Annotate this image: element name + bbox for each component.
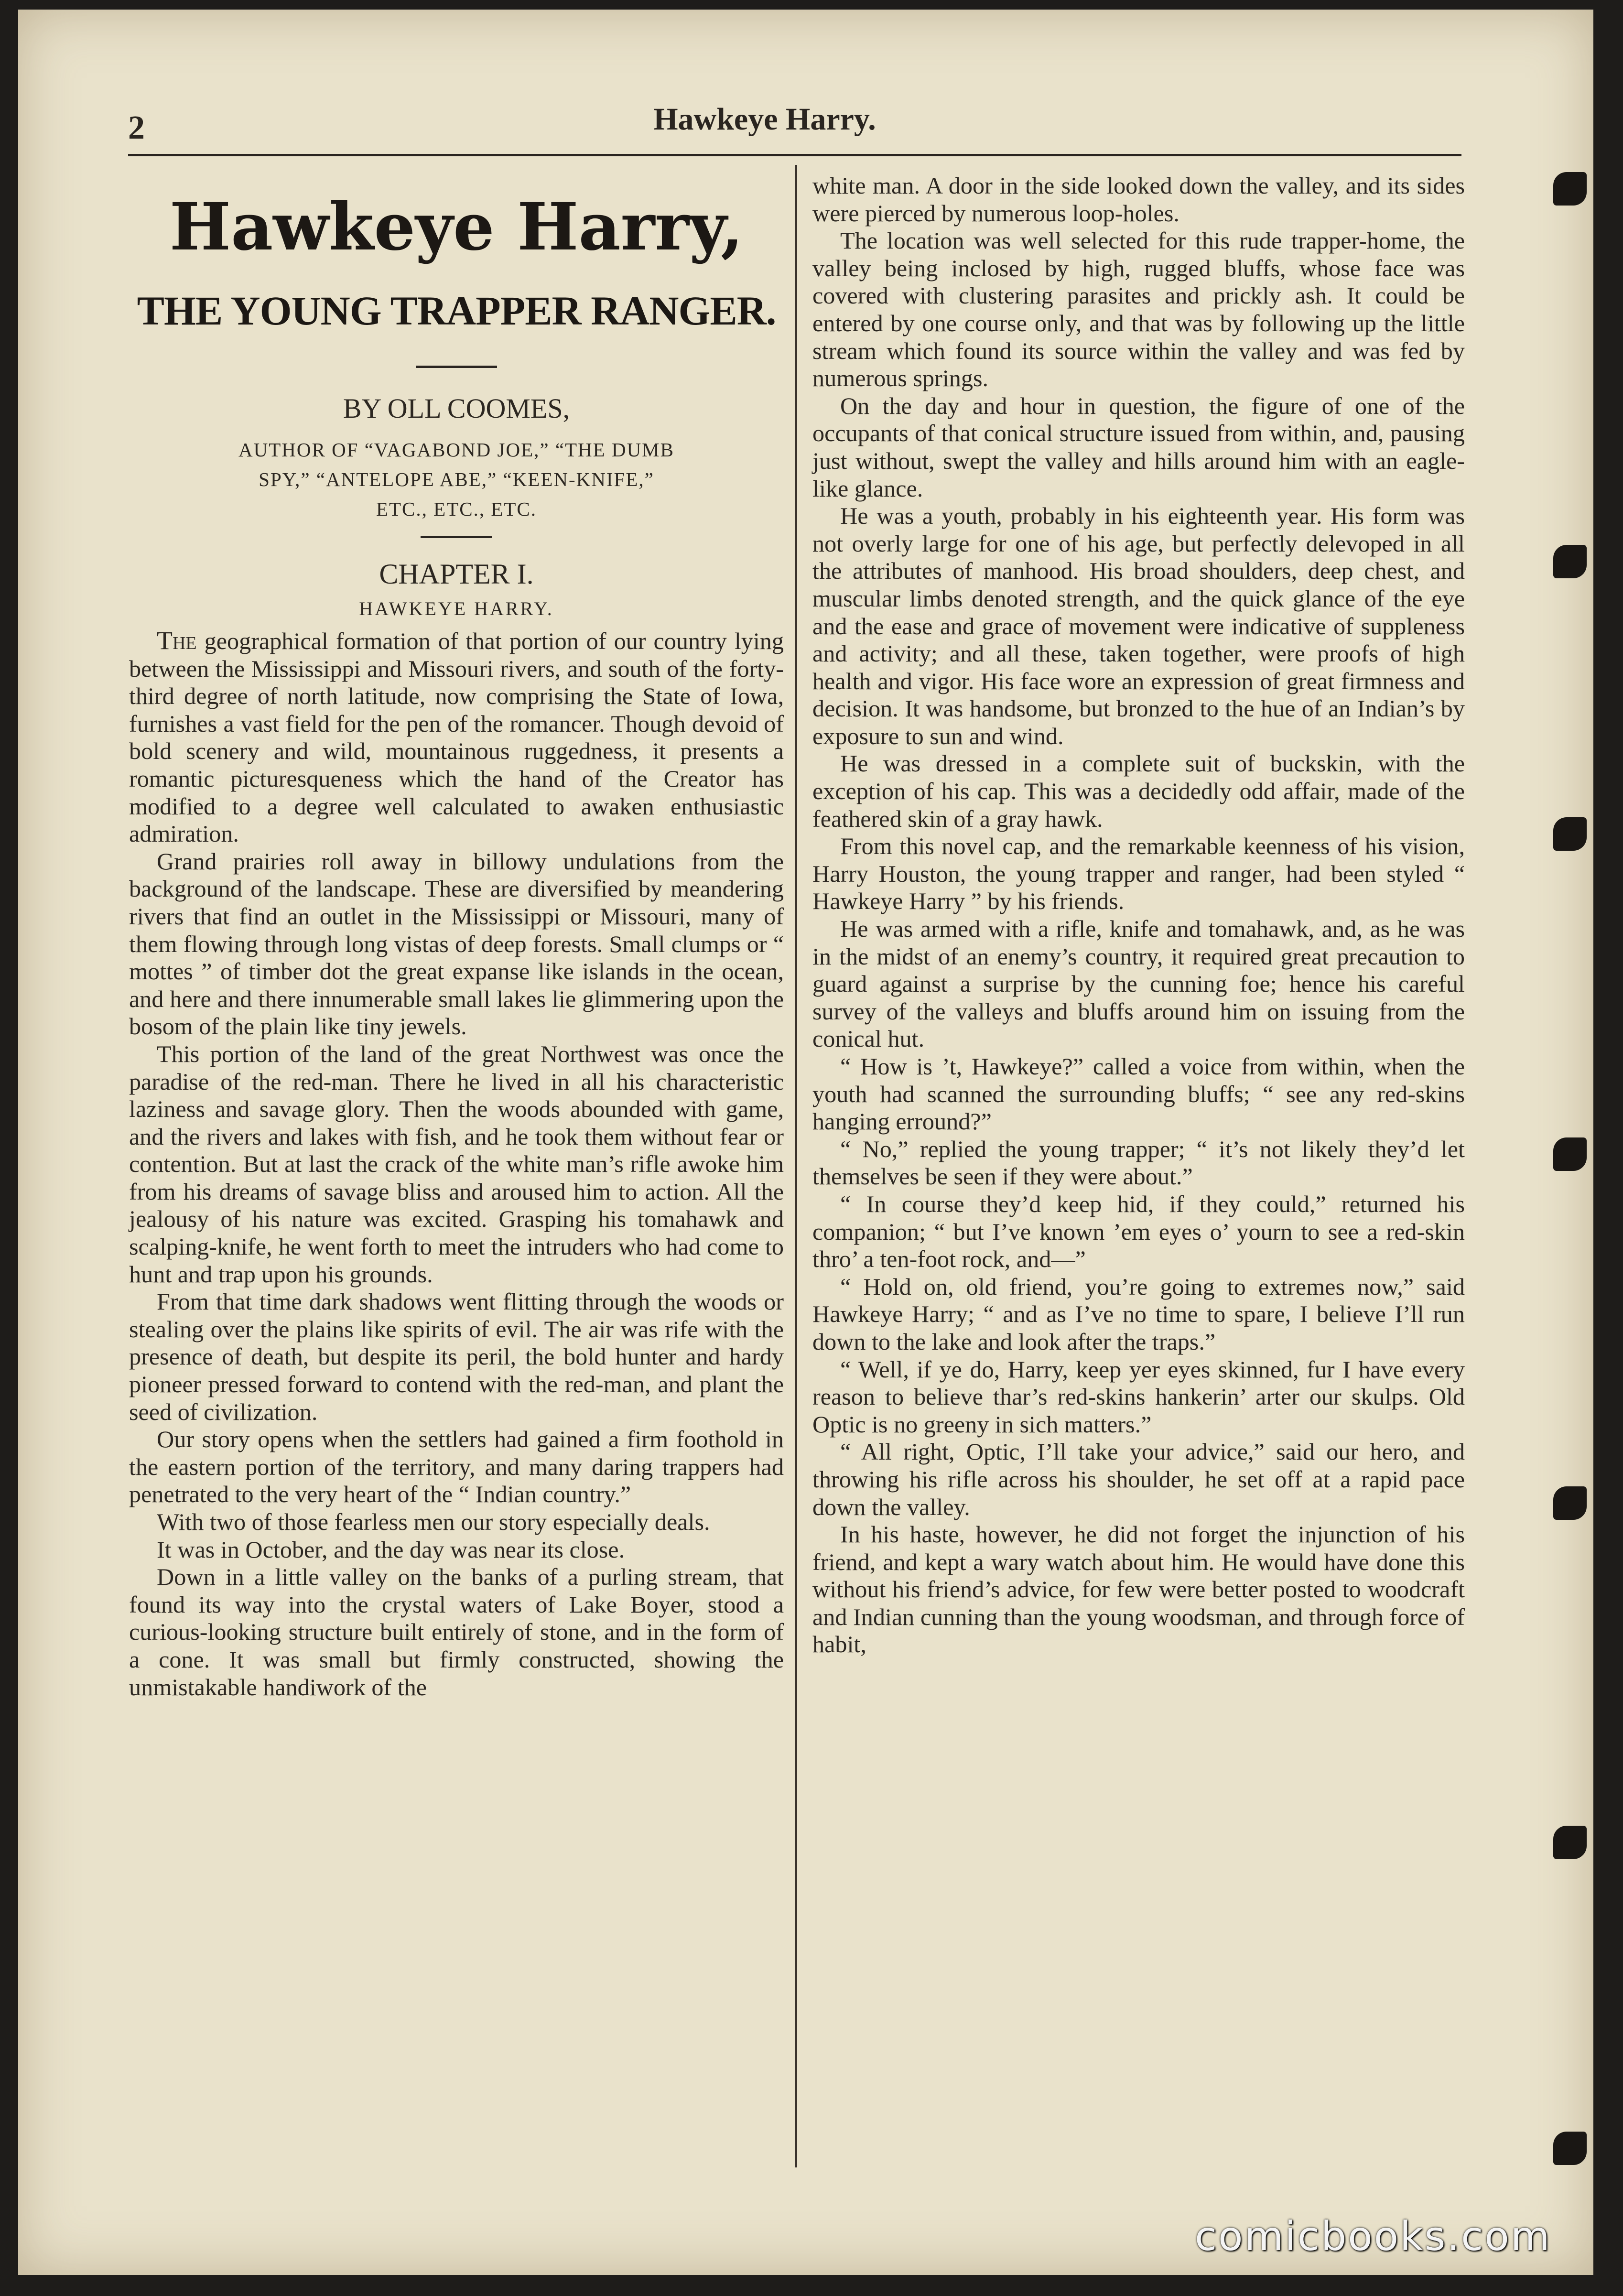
binding-stitch bbox=[1553, 1826, 1587, 1859]
binding-stitch bbox=[1553, 817, 1587, 851]
author-of-line-1: AUTHOR OF “VAGABOND JOE,” “THE DUMB bbox=[238, 439, 674, 461]
story-title: Hawkeye Harry, bbox=[169, 189, 744, 265]
right-column bbox=[812, 172, 1465, 1658]
binding-stitch bbox=[1553, 2132, 1587, 2165]
left-column bbox=[129, 189, 784, 1701]
paragraph: The location was well selected for this rude trapper-home, the valley being inclosed by high, rugged bluffs, whose face was covered with clustering parasites and prickly ash. It could be entered by one course only, and that was by following up the little stream which found its source within the valley and was fed by numerous springs. bbox=[812, 227, 1465, 392]
paragraph: From that time dark shadows went flitting through the woods or stealing over the plains like spirits of evil. The air was rife with the presence of death, but despite its peril, the bold hunter and hardy pioneer pressed forward to contend with the red-man, and plant the seed of civilization. bbox=[129, 1288, 784, 1425]
paragraph: “ Hold on, old friend, you’re going to extremes now,” said Hawkeye Harry; “ and as I’ve no time to spare, I believe I’ll run down to the lake and look after the traps.” bbox=[812, 1273, 1465, 1355]
binding-edge bbox=[1529, 29, 1591, 2246]
paragraph: In his haste, however, he did not forget the injunction of his friend, and kept a wary watch about him. He would have done this without his friend’s advice, for few were better posted to woodcraft and Indian cunning than the young woodsman, and through force of habit, bbox=[812, 1521, 1465, 1658]
paragraph: He was dressed in a complete suit of buckskin, with the exception of his cap. This was a decidedly odd affair, made of the feathered skin of a gray hawk. bbox=[812, 750, 1465, 832]
watermark-logo: comicbooks.com bbox=[1195, 2213, 1551, 2260]
paragraph: He was armed with a rifle, knife and tomahawk, and, as he was in the midst of an enemy’s country, it required great precaution to guard against a surprise by the cunning foe; hence his careful survey of the valleys and bluffs around him on issuing from the conical hut. bbox=[812, 915, 1465, 1052]
byline-rule bbox=[421, 536, 492, 538]
paragraph: On the day and hour in question, the figure of one of the occupants of that conical structure issued from within, and, pausing just without, swept the valley and hills around him with an eagle-like glance. bbox=[812, 392, 1465, 502]
paragraph: “ In course they’d keep hid, if they could,” returned his companion; “ but I’ve known ’em eyes o’ yourn to see a red-skin thro’ a ten-foot rock, and—” bbox=[812, 1190, 1465, 1273]
byline: BY OLL COOMES, bbox=[343, 393, 570, 424]
paragraph: With two of those fearless men our story especially deals. bbox=[157, 1508, 710, 1535]
paragraph: Grand prairies roll away in billowy undulations from the background of the landscape. These are diversified by meandering rivers that find an outlet in the Mississippi or Missouri, many of them flowing through long vistas of deep forests. Small clumps or “ mottes ” of timber dot the great expanse like islands in the ocean, and here and there innumerable small lakes lie glimmering upon the bosom of the plain like tiny jewels. bbox=[129, 847, 784, 1040]
paragraph: He was a youth, probably in his eighteenth year. His form was not overly large for one of his age, but perfectly delevoped in all the attributes of manhood. His broad shoulders, deep chest, and muscular limbs denoted strength, and the quick glance of the eye and the ease and grace of movement were indicative of suppleness and activity; and all these, taken together, were proofs of high health and vigor. His face wore an expression of great firmness and decision. It was handsome, but bronzed to the hue of an Indian’s by exposure to sun and wind. bbox=[812, 502, 1465, 749]
header-rule bbox=[128, 154, 1461, 156]
paragraph: It was in October, and the day was near its close. bbox=[157, 1536, 625, 1563]
paragraph: white man. A door in the side looked down the valley, and its sides were pierced by numerous loop-holes. bbox=[812, 172, 1465, 227]
chapter-heading: CHAPTER I. bbox=[379, 558, 534, 590]
title-rule bbox=[416, 366, 497, 368]
page-number: 2 bbox=[128, 109, 145, 146]
paragraph: “ No,” replied the young trapper; “ it’s not likely they’d let themselves be seen if they were about.” bbox=[812, 1135, 1465, 1190]
chapter-title: HAWKEYE HARRY. bbox=[359, 598, 554, 619]
binding-stitch bbox=[1553, 1486, 1587, 1520]
author-of-line-2: SPY,” “ANTELOPE ABE,” “KEEN-KNIFE,” bbox=[259, 468, 654, 490]
story-subtitle: THE YOUNG TRAPPER RANGER. bbox=[137, 288, 776, 334]
paragraph: Our story opens when the settlers had gained a firm foothold in the eastern portion of the territory, and many daring trappers had penetrated to the very heart of the “ Indian country.” bbox=[129, 1426, 784, 1508]
author-of-line-3: ETC., ETC., ETC. bbox=[376, 498, 537, 520]
binding-stitch bbox=[1553, 172, 1587, 206]
paragraph: “ All right, Optic, I’ll take your advice,” said our hero, and throwing his rifle across his shoulder, he set off at a rapid pace down the valley. bbox=[812, 1438, 1465, 1520]
paragraph: “ Well, if ye do, Harry, keep yer eyes skinned, fur I have every reason to believe thar’s red-skins hankerin’ arter our skulps. Old Optic is no greeny in sich matters.” bbox=[812, 1355, 1465, 1438]
drop-word: The bbox=[157, 626, 197, 655]
paragraph bbox=[129, 627, 784, 848]
column-divider bbox=[795, 165, 797, 2167]
paragraph: Down in a little valley on the banks of a purling stream, that found its way into the crystal waters of Lake Boyer, stood a curious-looking structure built entirely of stone, and in the form of a cone. It was small but firmly constructed, showing the unmistakable handiwork of the bbox=[129, 1563, 784, 1700]
paragraph: This portion of the land of the great Northwest was once the paradise of the red-man. There he lived in all his characteristic laziness and savage glory. Then the woods abounded with game, and the rivers and lakes with fish, and he took them without fear or contention. But at last the crack of the white man’s rifle awoke him from his dreams of savage bliss and aroused him to action. All the jealousy of his nature was excited. Grasping his tomahawk and scalping-knife, he went forth to meet the intruders who had come to hunt and trap upon his grounds. bbox=[129, 1040, 784, 1288]
binding-stitch bbox=[1553, 1137, 1587, 1171]
binding-stitch bbox=[1553, 545, 1587, 578]
paragraph-text: geographical formation of that portion of our country lying between the Mississippi and Missouri rivers, and south of the forty-third degree of north latitude, now comprising the State of Iowa, furnishes a vast field for the pen of the romancer. Though devoid of bold scenery and wild, mountainous ruggedness, it presents a romantic picturesqueness which the hand of the Creator has modified to a degree well calculated to awaken enthusiastic admiration. bbox=[129, 628, 784, 847]
paragraph: “ How is ’t, Hawkeye?” called a voice from within, when the youth had scanned the surrounding bluffs; “ see any red-skins hanging erround?” bbox=[812, 1053, 1465, 1135]
paragraph: From this novel cap, and the remarkable keenness of his vision, Harry Houston, the young trapper and ranger, had been styled “ Hawkeye Harry ” by his friends. bbox=[812, 833, 1465, 915]
running-title: Hawkeye Harry. bbox=[653, 102, 876, 137]
